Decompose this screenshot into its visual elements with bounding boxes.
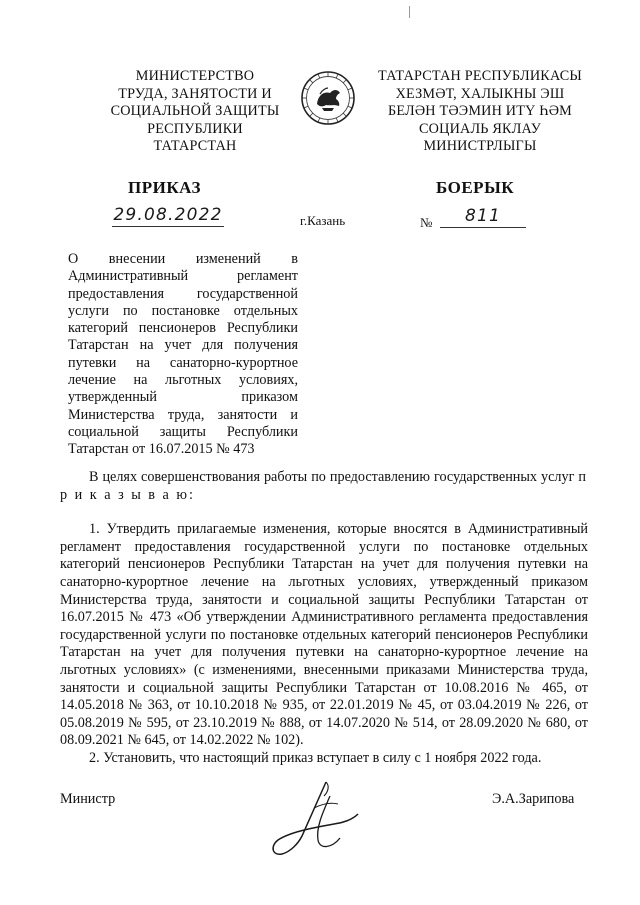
ministry-line: ТРУДА, ЗАНЯТОСТИ И [118,85,272,102]
order-subject: О внесении изменений в Административный регламент предоставления государственной услуги по постановке отдельных категорий пенсионеров Республики Татарстан на учет для получения путевки на санаторно-курортное лечение на льготных условиях, утвержденный приказом Министерства труда, занятости и социальной защиты Республики Татарстан от 16.07.2015 № 473 [68,251,298,458]
intro-text: В целях совершенствования работы по предоставлению государственных услуг [89,469,575,485]
ministry-line: ХЕЗМӘТ, ХАЛЫКНЫ ЭШ [395,85,565,102]
item-1: 1. Утвердить прилагаемые изменения, которые вносятся в Административный регламент предоставления государственной услуги по постановке отдельных категорий пенсионеров Республики Татарстан на учет для получения путевки на санаторно-курортное лечение на льготных условиях, утвержденный приказом Министерства труда, занятости и социальной защиты Республики Татарстан от 16.07.2015 № 473 «Об утверждении Административного регламента предоставления государственной услуги по постановке отдельных категорий пенсионеров Республики Татарстан на учет для получения путевки на санаторно-курортное лечение на льготных условиях» (с изменениями, внесенными приказами Министерства труда, занятости и социальной защиты Республики Татарстан от 10.08.2016 № 465, от 14.05.2018 № 363, от 10.10.2018 № 935, от 22.01.2019 № 45, от 03.04.2019 № 226, от 05.08.2019 № 595, от 23.10.2019 № 888, от 14.07.2020 № 514, от 28.09.2020 № 680, от 08.09.2021 № 645, от 14.02.2022 № 102). [60,521,588,749]
item-2: 2. Установить, что настоящий приказ вступает в силу с 1 ноября 2022 года. [89,749,542,766]
coat-of-arms-icon [300,70,356,126]
order-body [60,469,588,768]
ministry-line: ТАТАРСТАН [153,138,237,155]
ministry-name-ru [80,68,310,156]
order-city: г.Казань [300,213,346,228]
ministry-line: МИНИСТЕРСТВО [135,68,255,84]
order-number: 811 [440,206,526,228]
signatory-name: Э.А.Зарипова [492,791,575,807]
intro-paragraph [60,469,588,504]
signatory-position: Министр [60,791,116,807]
order-title-ru: ПРИКАЗ [128,178,201,197]
ministry-line: БЕЛӘН ТӘЭМИН ИТҮ ҺӘМ [387,103,572,120]
handwritten-signature [268,778,368,868]
intro-command: п р и к а з ы в а ю: [60,469,589,503]
ministry-line: МИНИСТРЛЫГЫ [423,138,537,155]
order-title-tt: БОЕРЫК [436,178,515,197]
ministry-line: ТАТАРСТАН РЕСПУБЛИКАСЫ [378,68,582,84]
ministry-name-tt [360,68,600,156]
ministry-line: РЕСПУБЛИКИ [147,120,243,137]
scan-mark [409,6,410,18]
ministry-line: СОЦИАЛЬНОЙ ЗАЩИТЫ [110,103,280,120]
order-date: 29.08.2022 [113,205,223,225]
number-sign: № [420,215,433,230]
ministry-line: СОЦИАЛЬ ЯКЛАУ [419,120,541,137]
